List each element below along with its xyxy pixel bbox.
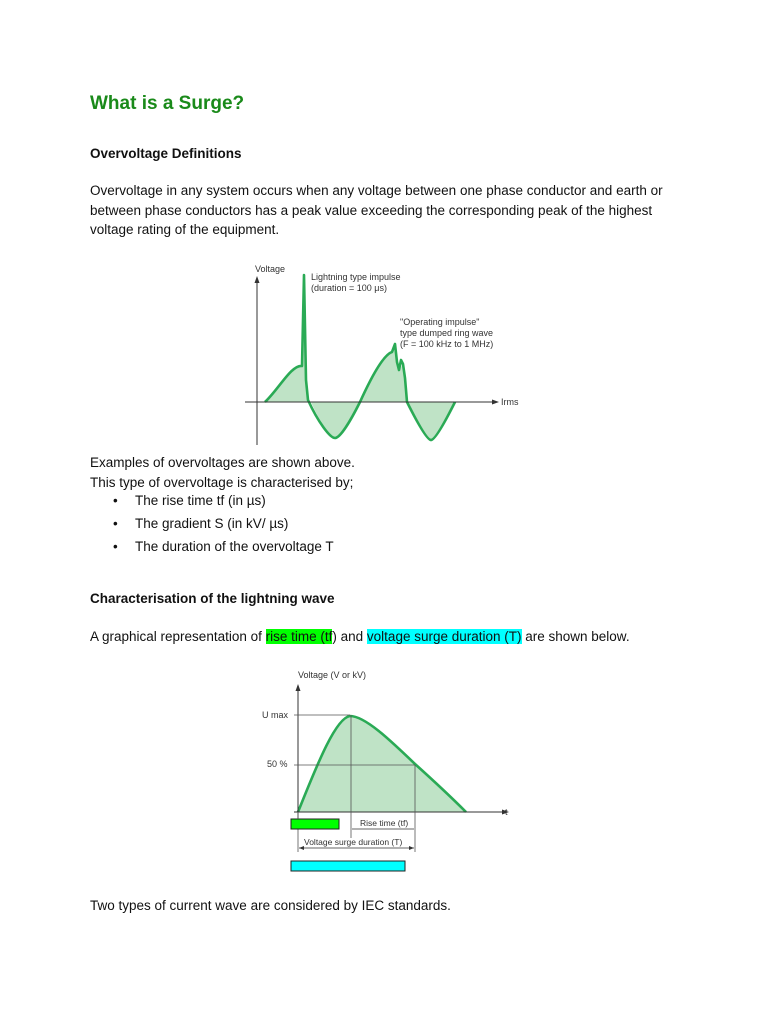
section-heading-lightning-wave: Characterisation of the lightning wave	[90, 591, 335, 606]
examples-line1: Examples of overvoltages are shown above.	[90, 455, 355, 470]
y-axis-arrow	[296, 684, 301, 691]
wave-fill	[298, 716, 466, 812]
operating-annotation-line2: type dumped ring wave	[400, 328, 494, 338]
list-item: • The gradient S (in kV/ µs)	[90, 512, 334, 535]
waveform-fill	[265, 275, 455, 440]
overvoltage-paragraph: Overvoltage in any system occurs when any voltage between one phase conductor and earth or between phase conductors has a peak value exceeding the corresponding peak of the highest voltage rating of the equipment.	[90, 183, 663, 237]
y-axis-label: Voltage	[255, 264, 286, 274]
bullet-icon: •	[113, 539, 118, 554]
lightning-wave-figure	[250, 664, 520, 876]
duration-arrow-right	[409, 846, 414, 850]
overvoltage-examples-figure	[230, 258, 540, 450]
duration-highlight-bar	[291, 861, 405, 871]
x-axis-arrow	[492, 400, 499, 405]
graphical-representation-sentence: A graphical representation of rise time (tf) and voltage surge duration (T) are shown below.	[90, 629, 630, 644]
bullet-icon: •	[113, 493, 118, 508]
list-item: • The rise time tf (in µs)	[90, 489, 334, 512]
rise-time-label: Rise time (tf)	[360, 818, 409, 828]
page-title: What is a Surge?	[90, 93, 245, 114]
x-axis-label: t	[505, 807, 508, 817]
umax-label: U max	[262, 710, 289, 720]
lightning-annotation-line1: Lightning type impulse	[311, 272, 401, 282]
x-axis-label: Irms	[501, 397, 519, 407]
duration-label: Voltage surge duration (T)	[304, 837, 403, 847]
operating-annotation-line1: "Operating impulse"	[400, 317, 480, 327]
y-axis-arrow	[255, 276, 260, 283]
highlight-surge-duration: voltage surge duration (T)	[366, 629, 522, 644]
half-label: 50 %	[267, 759, 288, 769]
examples-line2: This type of overvoltage is characterised by;	[90, 474, 354, 490]
examples-text	[90, 453, 690, 492]
rise-time-highlight-bar	[291, 819, 339, 829]
bullet-icon: •	[113, 516, 118, 531]
highlight-rise-time: rise time (tf	[265, 629, 333, 644]
closing-paragraph: Two types of current wave are considered by IEC standards.	[90, 898, 451, 913]
y-axis-label: Voltage (V or kV)	[298, 670, 367, 680]
operating-annotation-line3: (F = 100 kHz to 1 MHz)	[400, 339, 494, 349]
list-item: • The duration of the overvoltage T	[90, 535, 334, 558]
characteristics-list	[90, 489, 334, 558]
lightning-annotation-line2: (duration = 100 μs)	[311, 283, 387, 293]
section-heading-overvoltage-definitions: Overvoltage Definitions	[90, 146, 242, 161]
